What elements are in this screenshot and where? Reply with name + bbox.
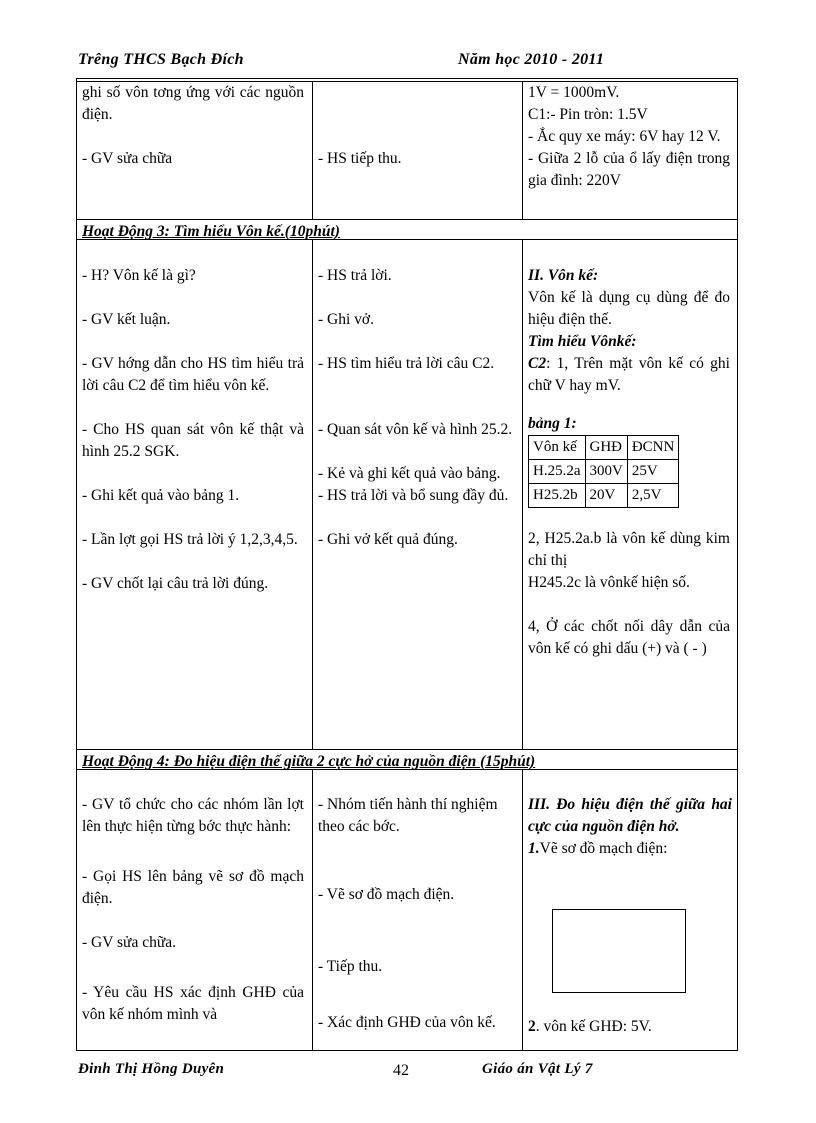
- row1-gv-text: ghi số vôn tơng ứng với các nguồn điện.: [82, 84, 304, 123]
- a3-gv-item: - GV hớng dẫn cho HS tìm hiểu trả lời câu C2 để tìm hiểu vôn kế.: [82, 355, 304, 394]
- step2-text: . vôn kế GHĐ: 5V.: [535, 1018, 652, 1035]
- table-header-row: [529, 436, 679, 460]
- a4-hs-item: - Vẽ sơ đồ mạch điện.: [318, 886, 455, 903]
- a3-hs-item: - HS trả lời và bổ sung đầy đủ.: [318, 487, 509, 504]
- a3-answer-4: 4, Ở các chốt nối dây dẫn của vôn kế có ghi dấu (+) và ( - ): [528, 618, 730, 657]
- table1-title: bảng 1:: [528, 415, 577, 432]
- table-left-border: [76, 78, 77, 1050]
- a3-voltmeter-definition: Vôn kế là dụng cụ dùng để đo hiệu điện thế.: [528, 289, 730, 328]
- a3-subheading: Tìm hiểu Vônkế:: [528, 333, 637, 350]
- a3-gv-item: - Ghi kết quả vào bảng 1.: [82, 487, 240, 504]
- footer-author: Đinh Thị Hồng Duyên: [78, 1061, 225, 1077]
- column-divider: [522, 81, 523, 219]
- a4-hs-item: - Xác định GHĐ của vôn kế.: [318, 1014, 496, 1031]
- table-cell: H25.2b: [529, 484, 586, 508]
- a4-step1: [528, 838, 732, 860]
- table-header-cell: GHĐ: [585, 436, 627, 460]
- a3-hs-item: - Quan sát vôn kế và hình 25.2.: [318, 421, 513, 438]
- a3-voltmeter-heading: II. Vôn kế:: [528, 267, 599, 284]
- table-top-border: [76, 78, 738, 79]
- a3-hs-item: - Ghi vở kết quả đúng.: [318, 531, 458, 548]
- a3-gv-item: - Cho HS quan sát vôn kế thật và hình 25.2 SGK.: [82, 421, 304, 460]
- a4-gv-item: - Yêu cầu HS xác định GHĐ của vôn kế nhóm mình và: [82, 984, 304, 1023]
- a3-gv-item: - H? Vôn kế là gì?: [82, 267, 196, 284]
- table-cell: 20V: [585, 484, 627, 508]
- a3-hs-item: - HS tìm hiểu trả lời câu C2.: [318, 355, 495, 372]
- a4-hs-item-wrap: [318, 1012, 514, 1034]
- step1-number: 1.: [528, 840, 540, 857]
- a4-section-heading: III. Đo hiệu điện thế giữa hai cực của nguồn điện hở.: [528, 796, 732, 835]
- column-divider: [522, 239, 523, 749]
- table-cell: 2,5V: [627, 484, 679, 508]
- activity3-student-col: [318, 265, 514, 551]
- voltmeter-table: [528, 435, 679, 508]
- row1-content-col: [528, 82, 730, 192]
- activity4-heading: Hoạt Động 4: Đo hiệu điện thế giữa 2 cực hở của nguồn điện (15phút): [82, 753, 536, 770]
- row1-teacher-col: [82, 82, 304, 170]
- a4-hs-item: - Nhóm tiến hành thí nghiệm theo các bớc.: [318, 796, 498, 835]
- c2-text: : 1, Trên mặt vôn kế có ghi chữ V hay mV.: [528, 355, 730, 394]
- table-row: [529, 484, 679, 508]
- header-school: Trêng THCS Bạch Đích: [78, 51, 244, 68]
- a4-gv-item: - GV sửa chữa.: [82, 934, 176, 951]
- row1-nd-text: 1V = 1000mV.: [528, 84, 620, 101]
- column-divider: [312, 81, 313, 219]
- c2-label: C2: [528, 355, 547, 372]
- row-divider: [76, 749, 738, 750]
- step2-number: 2: [528, 1018, 536, 1035]
- row1-nd-text: - Giữa 2 lỗ của ổ lấy điện trong gia đình: 220V: [528, 150, 730, 189]
- table-cell: 300V: [585, 460, 627, 484]
- activity3-heading: Hoạt Động 3: Tìm hiểu Vôn kế.(10phút): [82, 223, 340, 240]
- table-row: [529, 460, 679, 484]
- a4-gv-item: - Gọi HS lên bảng vẽ sơ đồ mạch điện.: [82, 868, 304, 907]
- step1-text: Vẽ sơ đồ mạch điện:: [539, 840, 668, 857]
- row1-student-col: [318, 148, 514, 170]
- a4-hs-item-wrap: [318, 884, 514, 906]
- row1-gv-text: - GV sửa chữa: [82, 150, 173, 167]
- a4-gv-item: - GV tổ chức cho các nhóm lần lợt lên thực hiện từng bớc thực hành:: [82, 796, 304, 835]
- header-year: Năm học 2010 - 2011: [458, 51, 605, 68]
- a3-hs-item: - Ghi vở.: [318, 311, 374, 328]
- a3-gv-item: - GV chốt lại câu trả lời đúng.: [82, 575, 269, 592]
- row1-nd-text: C1:- Pin tròn: 1.5V: [528, 106, 648, 123]
- a4-step2: [528, 1016, 732, 1038]
- column-divider: [312, 239, 313, 749]
- a3-answer-2b: H245.2c là vônkế hiện số.: [528, 574, 690, 591]
- footer-subject: Giáo án Vật Lý 7: [482, 1061, 593, 1077]
- column-divider: [522, 769, 523, 1050]
- column-divider: [312, 769, 313, 1050]
- table-header-cell: Vôn kế: [529, 436, 586, 460]
- row1-nd-text: - Ắc quy xe máy: 6V hay 12 V.: [528, 128, 721, 145]
- activity4-student-col: [318, 794, 514, 838]
- page-number: 42: [393, 1062, 409, 1079]
- a3-c2-paragraph: [528, 353, 730, 397]
- table-cell: H.25.2a: [529, 460, 586, 484]
- table-header-cell: ĐCNN: [627, 436, 679, 460]
- a3-gv-item: - Lần lợt gọi HS trả lời ý 1,2,3,4,5.: [82, 531, 298, 548]
- table-bottom-border: [76, 1050, 738, 1051]
- circuit-diagram-box: [552, 909, 686, 993]
- a4-hs-item: - Tiếp thu.: [318, 958, 383, 975]
- a3-hs-item: - Kẻ và ghi kết quả vào bảng.: [318, 465, 501, 482]
- table-cell: 25V: [627, 460, 679, 484]
- table-right-border: [737, 78, 738, 1050]
- a3-gv-item: - GV kết luận.: [82, 311, 171, 328]
- row1-hs-text: - HS tiếp thu.: [318, 150, 402, 167]
- a3-answer-2: 2, H25.2a.b là vôn kế dùng kim chỉ thị: [528, 530, 730, 569]
- activity3-content-col: [528, 265, 730, 660]
- a3-hs-item: - HS trả lời.: [318, 267, 392, 284]
- activity3-teacher-col: [82, 265, 304, 595]
- activity4-teacher-col: [82, 794, 304, 1026]
- activity4-content-col: [528, 794, 732, 860]
- row-divider: [76, 219, 738, 220]
- a4-hs-item-wrap: [318, 956, 514, 978]
